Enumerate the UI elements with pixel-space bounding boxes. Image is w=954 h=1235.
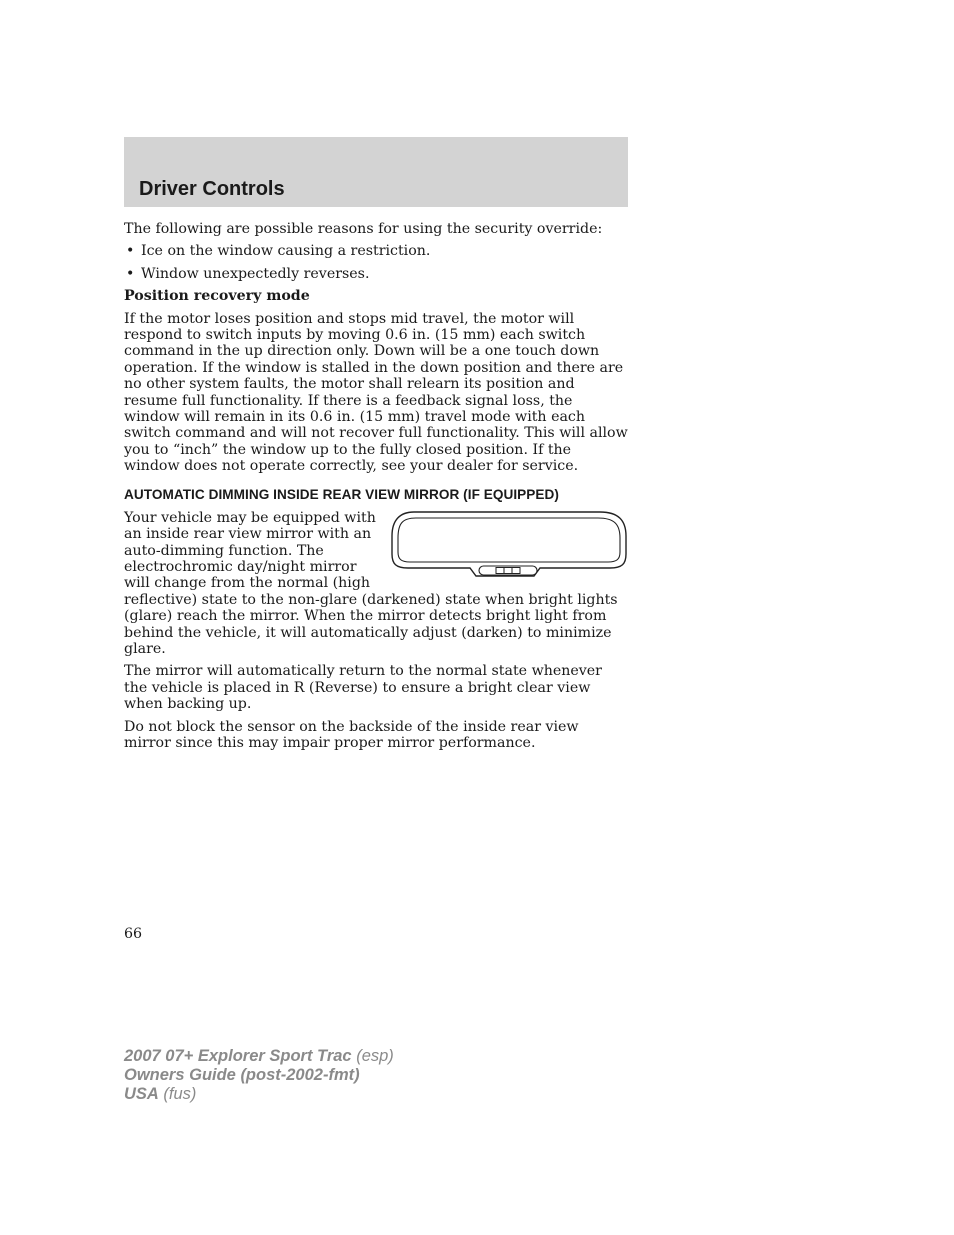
section-title: Driver Controls [139,178,285,200]
bullet-icon: • [126,265,135,282]
bullet-icon: • [126,243,135,260]
position-recovery-paragraph: If the motor loses position and stops mid travel, the motor will respond to switch inputs by moving 0.6 in. (15 mm) each switch command in the up direction only. Down will be a one touch down operation. If the window is stalled in the down position and there are no other system faults, the motor shall relearn its position and resume full functionality. If there is a feedback signal loss, the window will remain in its 0.6 in. (15 mm) travel mode with each switch command and will not recover full functionality. This will allow you to “inch” the window up to the fully closed position. If the window does not operate correctly, see your dealer for service. [124,310,628,475]
list-item-text: Ice on the window causing a restriction. [141,243,431,260]
mirror-section-heading: AUTOMATIC DIMMING INSIDE REAR VIEW MIRROR (IF EQUIPPED) [124,486,559,502]
footer-line-2 [124,1066,394,1085]
footer-market-code: (fus) [158,1085,197,1103]
page-content [124,221,628,757]
position-recovery-heading: Position recovery mode [124,288,310,305]
mirror-paragraph-2: The mirror will automatically return to the normal state whenever the vehicle is placed in R (Reverse) to ensure a bright clear view when backing up. [124,663,602,713]
rear-view-mirror-illustration [390,510,628,582]
list-item [124,243,628,259]
footer-model: 2007 07+ Explorer Sport Trac [124,1047,352,1065]
list-item-text: Window unexpectedly reverses. [141,265,370,282]
footer-market: USA [124,1085,159,1103]
reasons-list [124,243,628,282]
intro-paragraph: The following are possible reasons for using the security override: [124,221,603,237]
mirror-paragraph-3: Do not block the sensor on the backside of the inside rear view mirror since this may impair proper mirror performance. [124,718,579,751]
list-item [124,266,628,282]
document-footer [124,1047,394,1104]
mirror-paragraph-1: Your vehicle may be equipped with an inside rear view mirror with an auto-dimming function. The electrochromic day/night mirror will change from the normal (high reflective) state to the non-glare (darkened) state when bright lights (glare) reach the mirror. When the mirror detects bright light from behind the vehicle, it will automatically adjust (darken) to minimize glare. [124,509,618,657]
footer-model-code: (esp) [351,1047,394,1065]
footer-line-3 [124,1085,394,1104]
footer-guide: Owners Guide (post-2002-fmt) [124,1066,360,1084]
page-number: 66 [124,926,143,942]
section-header-band [124,137,628,207]
footer-line-1 [124,1047,394,1066]
mirror-icon [390,510,628,582]
